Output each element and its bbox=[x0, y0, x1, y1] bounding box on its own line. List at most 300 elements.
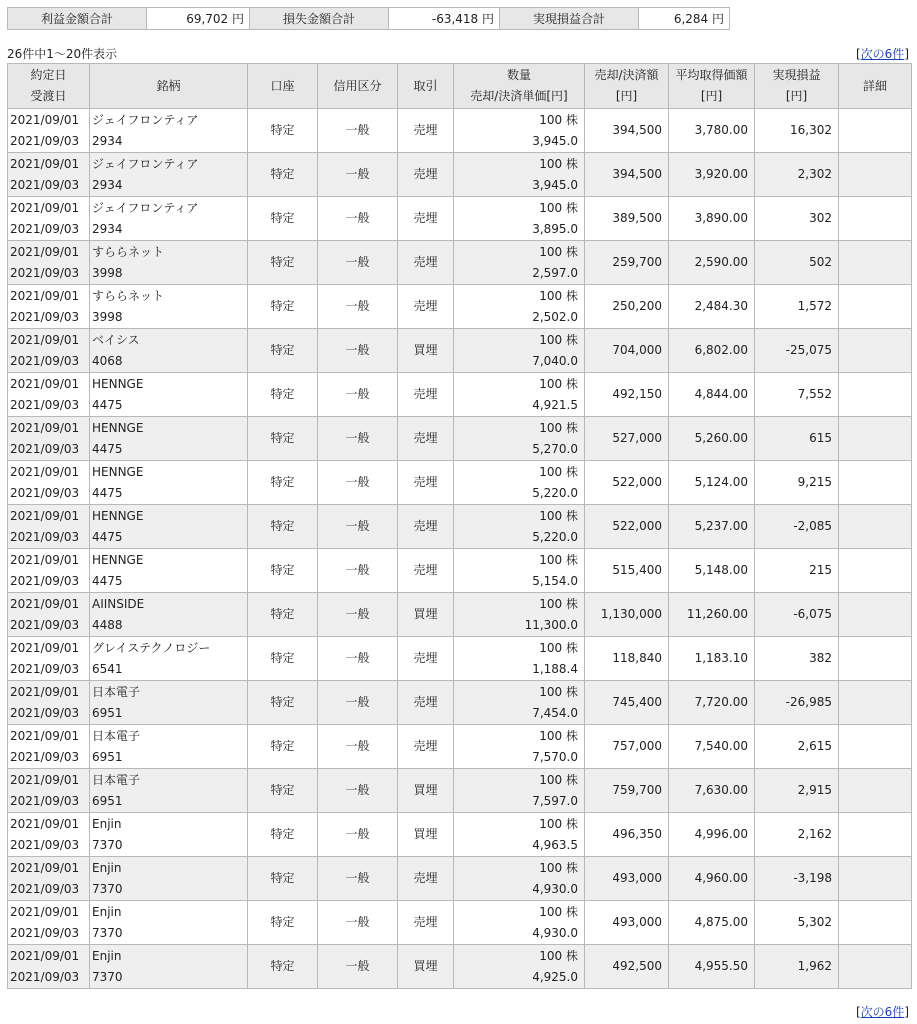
trade-dates-cell bbox=[8, 549, 90, 593]
credit-type: 一般 bbox=[318, 637, 398, 681]
settlement-date: 2021/09/03 bbox=[10, 881, 80, 896]
qty-price-cell bbox=[454, 769, 585, 813]
trade-dates-cell bbox=[8, 285, 90, 329]
pagination-bottom: [次の6件] bbox=[855, 1005, 909, 1019]
settlement-date: 2021/09/03 bbox=[10, 529, 80, 544]
table-row bbox=[8, 329, 912, 373]
credit-type: 一般 bbox=[318, 725, 398, 769]
qty-price-cell bbox=[454, 241, 585, 285]
detail-cell bbox=[839, 109, 912, 153]
security-name: ベイシス bbox=[92, 332, 140, 347]
trade-type: 買埋 bbox=[398, 769, 454, 813]
security-cell bbox=[90, 109, 248, 153]
trade-dates-cell bbox=[8, 329, 90, 373]
qty-price-cell bbox=[454, 813, 585, 857]
trade-dates-cell bbox=[8, 241, 90, 285]
unit-price: 3,945.0 bbox=[532, 133, 578, 148]
trade-type: 売埋 bbox=[398, 857, 454, 901]
account-type: 特定 bbox=[248, 153, 318, 197]
detail-cell bbox=[839, 769, 912, 813]
realized-pnl: 2,162 bbox=[755, 813, 839, 857]
account-type: 特定 bbox=[248, 901, 318, 945]
credit-type: 一般 bbox=[318, 373, 398, 417]
security-code: 4475 bbox=[92, 397, 123, 412]
qty-price-cell bbox=[454, 945, 585, 989]
col-credit-header: 信用区分 bbox=[318, 64, 398, 109]
security-code: 2934 bbox=[92, 177, 123, 192]
account-type: 特定 bbox=[248, 857, 318, 901]
contract-date: 2021/09/01 bbox=[10, 156, 80, 171]
trade-dates-cell bbox=[8, 725, 90, 769]
contract-date: 2021/09/01 bbox=[10, 596, 80, 611]
settlement-date: 2021/09/03 bbox=[10, 837, 80, 852]
settlement-amount: 259,700 bbox=[585, 241, 669, 285]
detail-cell bbox=[839, 593, 912, 637]
table-row bbox=[8, 769, 912, 813]
settlement-date: 2021/09/03 bbox=[10, 749, 80, 764]
table-row bbox=[8, 593, 912, 637]
pagination-top: [次の6件] bbox=[855, 47, 909, 61]
security-name: 日本電子 bbox=[92, 772, 141, 787]
security-name: すららネット bbox=[92, 288, 165, 303]
credit-type: 一般 bbox=[318, 505, 398, 549]
unit-price: 5,220.0 bbox=[532, 529, 578, 544]
table-row bbox=[8, 285, 912, 329]
quantity: 100 株 bbox=[539, 288, 578, 303]
qty-price-cell bbox=[454, 153, 585, 197]
security-code: 2934 bbox=[92, 221, 123, 236]
account-type: 特定 bbox=[248, 945, 318, 989]
trade-dates-cell bbox=[8, 197, 90, 241]
unit-price: 11,300.0 bbox=[524, 617, 578, 632]
security-name: グレイステクノロジー bbox=[92, 640, 211, 655]
security-cell bbox=[90, 153, 248, 197]
average-cost: 2,590.00 bbox=[669, 241, 755, 285]
average-cost: 7,630.00 bbox=[669, 769, 755, 813]
quantity: 100 株 bbox=[539, 464, 578, 479]
settlement-date: 2021/09/03 bbox=[10, 309, 80, 324]
contract-date: 2021/09/01 bbox=[10, 464, 80, 479]
settlement-amount: 759,700 bbox=[585, 769, 669, 813]
qty-price-cell bbox=[454, 505, 585, 549]
col-qty-header: 数量 売却/決済単価[円] bbox=[454, 64, 585, 109]
quantity: 100 株 bbox=[539, 772, 578, 787]
realized-pnl: -25,075 bbox=[755, 329, 839, 373]
security-cell bbox=[90, 505, 248, 549]
settlement-amount: 492,150 bbox=[585, 373, 669, 417]
average-cost: 4,996.00 bbox=[669, 813, 755, 857]
qty-price-cell bbox=[454, 461, 585, 505]
table-row bbox=[8, 417, 912, 461]
security-cell bbox=[90, 901, 248, 945]
average-cost: 7,720.00 bbox=[669, 681, 755, 725]
col-detail-header: 詳細 bbox=[839, 64, 912, 109]
unit-price: 5,154.0 bbox=[532, 573, 578, 588]
account-type: 特定 bbox=[248, 373, 318, 417]
credit-type: 一般 bbox=[318, 593, 398, 637]
quantity: 100 株 bbox=[539, 860, 578, 875]
unit-price: 4,963.5 bbox=[532, 837, 578, 852]
realized-pnl: 2,302 bbox=[755, 153, 839, 197]
settlement-date: 2021/09/03 bbox=[10, 573, 80, 588]
account-type: 特定 bbox=[248, 329, 318, 373]
average-cost: 5,124.00 bbox=[669, 461, 755, 505]
contract-date: 2021/09/01 bbox=[10, 288, 80, 303]
credit-type: 一般 bbox=[318, 769, 398, 813]
credit-type: 一般 bbox=[318, 329, 398, 373]
detail-cell bbox=[839, 637, 912, 681]
average-cost: 3,920.00 bbox=[669, 153, 755, 197]
security-name: すららネット bbox=[92, 244, 165, 259]
security-code: 4475 bbox=[92, 441, 123, 456]
security-code: 7370 bbox=[92, 837, 123, 852]
credit-type: 一般 bbox=[318, 549, 398, 593]
realized-pnl: 1,572 bbox=[755, 285, 839, 329]
table-row bbox=[8, 197, 912, 241]
quantity: 100 株 bbox=[539, 684, 578, 699]
settlement-amount: 394,500 bbox=[585, 109, 669, 153]
settlement-amount: 704,000 bbox=[585, 329, 669, 373]
security-code: 4488 bbox=[92, 617, 123, 632]
contract-date: 2021/09/01 bbox=[10, 376, 80, 391]
col-amount-header: 売却/決済額 [円] bbox=[585, 64, 669, 109]
unit-price: 2,597.0 bbox=[532, 265, 578, 280]
quantity: 100 株 bbox=[539, 552, 578, 567]
settlement-amount: 527,000 bbox=[585, 417, 669, 461]
credit-type: 一般 bbox=[318, 153, 398, 197]
settlement-amount: 492,500 bbox=[585, 945, 669, 989]
realized-pnl: 502 bbox=[755, 241, 839, 285]
security-code: 3998 bbox=[92, 265, 123, 280]
unit-price: 3,945.0 bbox=[532, 177, 578, 192]
detail-cell bbox=[839, 813, 912, 857]
account-type: 特定 bbox=[248, 461, 318, 505]
settlement-amount: 493,000 bbox=[585, 857, 669, 901]
realized-pnl: 1,962 bbox=[755, 945, 839, 989]
col-trade-header: 取引 bbox=[398, 64, 454, 109]
average-cost: 3,780.00 bbox=[669, 109, 755, 153]
settlement-date: 2021/09/03 bbox=[10, 661, 80, 676]
security-cell bbox=[90, 725, 248, 769]
security-name: HENNGE bbox=[92, 508, 144, 523]
summary-bar bbox=[7, 7, 730, 30]
table-row bbox=[8, 813, 912, 857]
table-row bbox=[8, 901, 912, 945]
security-code: 6951 bbox=[92, 705, 123, 720]
trade-dates-cell bbox=[8, 373, 90, 417]
settlement-amount: 1,130,000 bbox=[585, 593, 669, 637]
table-row bbox=[8, 241, 912, 285]
result-count: 26件中1～20件表示 bbox=[7, 47, 118, 61]
trade-dates-cell bbox=[8, 417, 90, 461]
quantity: 100 株 bbox=[539, 728, 578, 743]
security-code: 6951 bbox=[92, 749, 123, 764]
contract-date: 2021/09/01 bbox=[10, 860, 80, 875]
settlement-date: 2021/09/03 bbox=[10, 969, 80, 984]
col-avg-header: 平均取得価額 [円] bbox=[669, 64, 755, 109]
security-cell bbox=[90, 813, 248, 857]
trade-history-table bbox=[7, 63, 912, 989]
qty-price-cell bbox=[454, 197, 585, 241]
security-name: Enjin bbox=[92, 948, 122, 963]
unit-price: 7,597.0 bbox=[532, 793, 578, 808]
qty-price-cell bbox=[454, 417, 585, 461]
security-cell bbox=[90, 769, 248, 813]
account-type: 特定 bbox=[248, 241, 318, 285]
detail-cell bbox=[839, 505, 912, 549]
unit-price: 7,454.0 bbox=[532, 705, 578, 720]
credit-type: 一般 bbox=[318, 417, 398, 461]
contract-date: 2021/09/01 bbox=[10, 772, 80, 787]
realized-pnl: 2,915 bbox=[755, 769, 839, 813]
security-code: 4068 bbox=[92, 353, 123, 368]
security-cell bbox=[90, 329, 248, 373]
security-name: ジェイフロンティア bbox=[92, 156, 199, 171]
security-cell bbox=[90, 637, 248, 681]
security-code: 7370 bbox=[92, 881, 123, 896]
settlement-date: 2021/09/03 bbox=[10, 221, 80, 236]
account-type: 特定 bbox=[248, 725, 318, 769]
qty-price-cell bbox=[454, 109, 585, 153]
settlement-date: 2021/09/03 bbox=[10, 397, 80, 412]
credit-type: 一般 bbox=[318, 197, 398, 241]
trade-dates-cell bbox=[8, 901, 90, 945]
security-name: AIINSIDE bbox=[92, 596, 145, 611]
realized-pnl: 7,552 bbox=[755, 373, 839, 417]
security-code: 6541 bbox=[92, 661, 123, 676]
trade-dates-cell bbox=[8, 593, 90, 637]
table-row bbox=[8, 373, 912, 417]
next-page-link-bottom[interactable]: 次の6件 bbox=[860, 1005, 905, 1019]
credit-type: 一般 bbox=[318, 857, 398, 901]
settlement-date: 2021/09/03 bbox=[10, 705, 80, 720]
profit-total-value: 69,702 円 bbox=[147, 8, 250, 30]
contract-date: 2021/09/01 bbox=[10, 948, 80, 963]
average-cost: 5,260.00 bbox=[669, 417, 755, 461]
security-name: Enjin bbox=[92, 816, 122, 831]
unit-price: 5,220.0 bbox=[532, 485, 578, 500]
contract-date: 2021/09/01 bbox=[10, 332, 80, 347]
security-name: HENNGE bbox=[92, 376, 144, 391]
security-code: 7370 bbox=[92, 969, 123, 984]
unit-price: 7,040.0 bbox=[532, 353, 578, 368]
quantity: 100 株 bbox=[539, 640, 578, 655]
table-row bbox=[8, 461, 912, 505]
trade-type: 買埋 bbox=[398, 813, 454, 857]
detail-cell bbox=[839, 725, 912, 769]
average-cost: 11,260.00 bbox=[669, 593, 755, 637]
security-cell bbox=[90, 461, 248, 505]
realized-pnl: 9,215 bbox=[755, 461, 839, 505]
contract-date: 2021/09/01 bbox=[10, 552, 80, 567]
detail-cell bbox=[839, 197, 912, 241]
credit-type: 一般 bbox=[318, 109, 398, 153]
detail-cell bbox=[839, 241, 912, 285]
trade-type: 売埋 bbox=[398, 681, 454, 725]
account-type: 特定 bbox=[248, 593, 318, 637]
settlement-amount: 745,400 bbox=[585, 681, 669, 725]
unit-price: 4,925.0 bbox=[532, 969, 578, 984]
table-row bbox=[8, 637, 912, 681]
average-cost: 4,960.00 bbox=[669, 857, 755, 901]
quantity: 100 株 bbox=[539, 948, 578, 963]
trade-type: 売埋 bbox=[398, 417, 454, 461]
detail-cell bbox=[839, 945, 912, 989]
table-row bbox=[8, 549, 912, 593]
settlement-amount: 394,500 bbox=[585, 153, 669, 197]
trade-type: 売埋 bbox=[398, 549, 454, 593]
trade-type: 売埋 bbox=[398, 637, 454, 681]
realized-total-label: 実現損益合計 bbox=[500, 8, 639, 30]
settlement-date: 2021/09/03 bbox=[10, 793, 80, 808]
security-code: 7370 bbox=[92, 925, 123, 940]
security-cell bbox=[90, 681, 248, 725]
unit-price: 5,270.0 bbox=[532, 441, 578, 456]
settlement-date: 2021/09/03 bbox=[10, 617, 80, 632]
average-cost: 2,484.30 bbox=[669, 285, 755, 329]
unit-price: 4,930.0 bbox=[532, 925, 578, 940]
trade-type: 買埋 bbox=[398, 593, 454, 637]
trade-type: 買埋 bbox=[398, 329, 454, 373]
settlement-amount: 522,000 bbox=[585, 461, 669, 505]
realized-pnl: 215 bbox=[755, 549, 839, 593]
realized-pnl: 16,302 bbox=[755, 109, 839, 153]
detail-cell bbox=[839, 329, 912, 373]
account-type: 特定 bbox=[248, 637, 318, 681]
quantity: 100 株 bbox=[539, 332, 578, 347]
account-type: 特定 bbox=[248, 197, 318, 241]
quantity: 100 株 bbox=[539, 904, 578, 919]
security-cell bbox=[90, 197, 248, 241]
credit-type: 一般 bbox=[318, 901, 398, 945]
average-cost: 6,802.00 bbox=[669, 329, 755, 373]
security-cell bbox=[90, 417, 248, 461]
credit-type: 一般 bbox=[318, 241, 398, 285]
realized-pnl: 615 bbox=[755, 417, 839, 461]
trade-dates-cell bbox=[8, 857, 90, 901]
security-code: 4475 bbox=[92, 529, 123, 544]
account-type: 特定 bbox=[248, 769, 318, 813]
trade-dates-cell bbox=[8, 637, 90, 681]
security-name: HENNGE bbox=[92, 464, 144, 479]
detail-cell bbox=[839, 373, 912, 417]
trade-type: 売埋 bbox=[398, 373, 454, 417]
average-cost: 4,955.50 bbox=[669, 945, 755, 989]
qty-price-cell bbox=[454, 329, 585, 373]
settlement-date: 2021/09/03 bbox=[10, 925, 80, 940]
settlement-date: 2021/09/03 bbox=[10, 265, 80, 280]
settlement-date: 2021/09/03 bbox=[10, 485, 80, 500]
table-row bbox=[8, 681, 912, 725]
security-cell bbox=[90, 285, 248, 329]
col-date-header: 約定日 受渡日 bbox=[8, 64, 90, 109]
trade-type: 売埋 bbox=[398, 461, 454, 505]
settlement-date: 2021/09/03 bbox=[10, 441, 80, 456]
security-code: 2934 bbox=[92, 133, 123, 148]
trade-dates-cell bbox=[8, 109, 90, 153]
loss-total-value: -63,418 円 bbox=[389, 8, 500, 30]
contract-date: 2021/09/01 bbox=[10, 684, 80, 699]
quantity: 100 株 bbox=[539, 200, 578, 215]
credit-type: 一般 bbox=[318, 461, 398, 505]
security-cell bbox=[90, 945, 248, 989]
trade-dates-cell bbox=[8, 681, 90, 725]
settlement-date: 2021/09/03 bbox=[10, 177, 80, 192]
realized-pnl: 5,302 bbox=[755, 901, 839, 945]
detail-cell bbox=[839, 901, 912, 945]
quantity: 100 株 bbox=[539, 816, 578, 831]
average-cost: 5,148.00 bbox=[669, 549, 755, 593]
col-pnl-header: 実現損益 [円] bbox=[755, 64, 839, 109]
trade-type: 売埋 bbox=[398, 241, 454, 285]
average-cost: 1,183.10 bbox=[669, 637, 755, 681]
contract-date: 2021/09/01 bbox=[10, 112, 80, 127]
settlement-date: 2021/09/03 bbox=[10, 353, 80, 368]
detail-cell bbox=[839, 549, 912, 593]
unit-price: 4,921.5 bbox=[532, 397, 578, 412]
realized-pnl: 2,615 bbox=[755, 725, 839, 769]
security-cell bbox=[90, 549, 248, 593]
table-row bbox=[8, 505, 912, 549]
detail-cell bbox=[839, 681, 912, 725]
account-type: 特定 bbox=[248, 813, 318, 857]
contract-date: 2021/09/01 bbox=[10, 244, 80, 259]
realized-pnl: -6,075 bbox=[755, 593, 839, 637]
security-code: 6951 bbox=[92, 793, 123, 808]
realized-pnl: -26,985 bbox=[755, 681, 839, 725]
trade-dates-cell bbox=[8, 769, 90, 813]
security-name: Enjin bbox=[92, 904, 122, 919]
trade-type: 売埋 bbox=[398, 197, 454, 241]
realized-total-value: 6,284 円 bbox=[639, 8, 730, 30]
credit-type: 一般 bbox=[318, 285, 398, 329]
settlement-amount: 493,000 bbox=[585, 901, 669, 945]
account-type: 特定 bbox=[248, 417, 318, 461]
contract-date: 2021/09/01 bbox=[10, 640, 80, 655]
table-row bbox=[8, 857, 912, 901]
quantity: 100 株 bbox=[539, 596, 578, 611]
security-code: 4475 bbox=[92, 573, 123, 588]
account-type: 特定 bbox=[248, 109, 318, 153]
contract-date: 2021/09/01 bbox=[10, 200, 80, 215]
trade-dates-cell bbox=[8, 945, 90, 989]
next-page-link[interactable]: 次の6件 bbox=[860, 47, 905, 61]
loss-total-label: 損失金額合計 bbox=[250, 8, 389, 30]
quantity: 100 株 bbox=[539, 156, 578, 171]
account-type: 特定 bbox=[248, 549, 318, 593]
trade-dates-cell bbox=[8, 813, 90, 857]
security-name: Enjin bbox=[92, 860, 122, 875]
detail-cell bbox=[839, 461, 912, 505]
average-cost: 3,890.00 bbox=[669, 197, 755, 241]
unit-price: 1,188.4 bbox=[532, 661, 578, 676]
contract-date: 2021/09/01 bbox=[10, 420, 80, 435]
realized-pnl: 382 bbox=[755, 637, 839, 681]
unit-price: 3,895.0 bbox=[532, 221, 578, 236]
detail-cell bbox=[839, 417, 912, 461]
trade-dates-cell bbox=[8, 505, 90, 549]
table-row bbox=[8, 109, 912, 153]
qty-price-cell bbox=[454, 901, 585, 945]
average-cost: 5,237.00 bbox=[669, 505, 755, 549]
trade-dates-cell bbox=[8, 153, 90, 197]
security-cell bbox=[90, 373, 248, 417]
profit-total-label: 利益金額合計 bbox=[8, 8, 147, 30]
contract-date: 2021/09/01 bbox=[10, 728, 80, 743]
trade-type: 買埋 bbox=[398, 945, 454, 989]
quantity: 100 株 bbox=[539, 112, 578, 127]
quantity: 100 株 bbox=[539, 376, 578, 391]
